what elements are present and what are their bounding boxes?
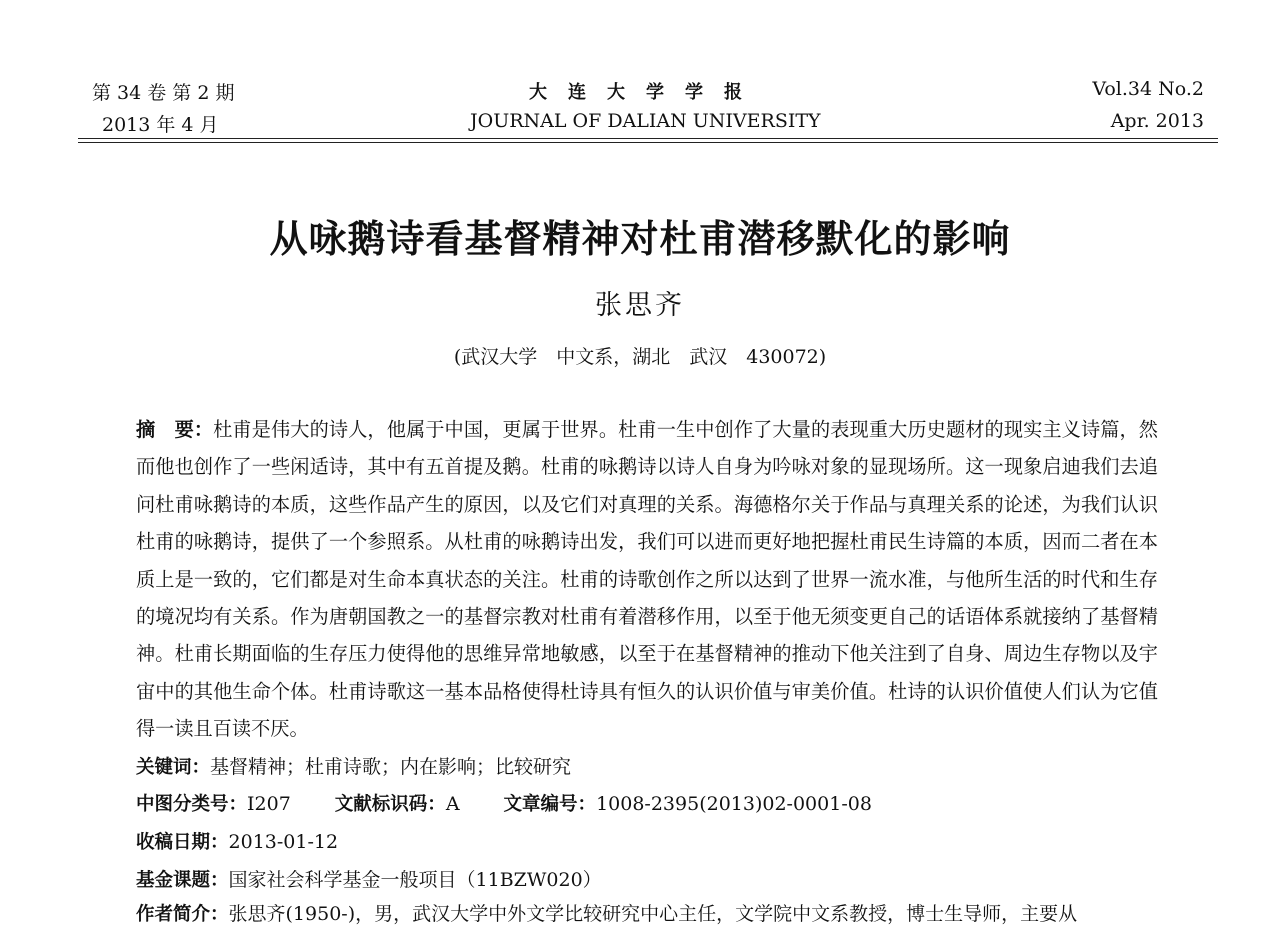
abstract bbox=[136, 411, 1158, 748]
author-bio-line bbox=[136, 899, 1077, 926]
doc-code-label: 文献标识码： bbox=[334, 794, 446, 815]
journal-name-cn: 大连大学学报 bbox=[529, 82, 763, 103]
received-date: 2013-01-12 bbox=[228, 831, 339, 853]
doc-code-value: A bbox=[445, 793, 460, 815]
author-name: 张思齐 bbox=[595, 290, 685, 321]
classification-line bbox=[136, 790, 872, 816]
clc-label: 中图分类号： bbox=[136, 794, 248, 815]
keywords-text: 基督精神；杜甫诗歌；内在影响；比较研究 bbox=[210, 756, 572, 778]
fund-value: 国家社会科学基金一般项目（11BZW020） bbox=[228, 869, 602, 891]
article-number-label: 文章编号： bbox=[503, 794, 597, 815]
keywords-line bbox=[136, 752, 571, 779]
header-rule-bottom bbox=[78, 142, 1218, 143]
header-rule-top bbox=[78, 138, 1218, 139]
volume-issue: 第 34 卷 第 2 期 bbox=[92, 82, 235, 104]
abstract-text: 杜甫是伟大的诗人，他属于中国，更属于世界。杜甫一生中创作了大量的表现重大历史题材的现实主义诗篇，然而他也创作了一些闲适诗，其中有五首提及鹅。杜甫的咏鹅诗以诗人自身为吟咏对象的显现场所。这一现象启迪我们去追问杜甫咏鹅诗的本质，这些作品产生的原因，以及它们对真理的关系。海德格尔关于作品与真理关系的论述，为我们认识杜甫的咏鹅诗，提供了一个参照系。从杜甫的咏鹅诗出发，我们可以进而更好地把握杜甫民生诗篇的本质，因而二者在本质上是一致的，它们都是对生命本真状态的关注。杜甫的诗歌创作之所以达到了世界一流水准，与他所生活的时代和生存的境况均有关系。作为唐朝国教之一的基督宗教对杜甫有着潜移作用，以至于他无须变更自己的话语体系就接纳了基督精神。杜甫长期面临的生存压力使得他的思维异常地敏感，以至于在基督精神的推动下他关注到了自身、周边生存物以及宇宙中的其他生命个体。杜甫诗歌这一基本品格使得杜诗具有恒久的认识价值与审美价值。杜诗的认识价值使人们认为它值得一读且百读不厌。 bbox=[136, 418, 1158, 741]
issue-date-cn: 2013 年 4 月 bbox=[102, 114, 219, 136]
received-label: 收稿日期： bbox=[136, 832, 229, 853]
received-line bbox=[136, 828, 338, 854]
journal-name-en: JOURNAL OF DALIAN UNIVERSITY bbox=[470, 110, 821, 132]
author-bio-label: 作者简介： bbox=[136, 904, 229, 925]
author-bio-text: 张思齐(1950-)，男，武汉大学中外文学比较研究中心主任，文学院中文系教授，博士生导师，主要从 bbox=[228, 903, 1078, 925]
abstract-label: 摘 要： bbox=[136, 418, 214, 441]
clc-value: I207 bbox=[247, 793, 291, 815]
fund-label: 基金课题： bbox=[136, 870, 229, 891]
article-number-value: 1008-2395(2013)02-0001-08 bbox=[596, 793, 872, 815]
author-affiliation: (武汉大学 中文系，湖北 武汉 430072) bbox=[453, 346, 827, 368]
volume-issue-en: Vol.34 No.2 bbox=[1092, 78, 1204, 100]
article-title: 从咏鹅诗看基督精神对杜甫潜移默化的影响 bbox=[269, 217, 1011, 261]
issue-date-en: Apr. 2013 bbox=[1110, 110, 1204, 132]
fund-line bbox=[136, 865, 602, 892]
keywords-label: 关键词： bbox=[136, 757, 211, 778]
